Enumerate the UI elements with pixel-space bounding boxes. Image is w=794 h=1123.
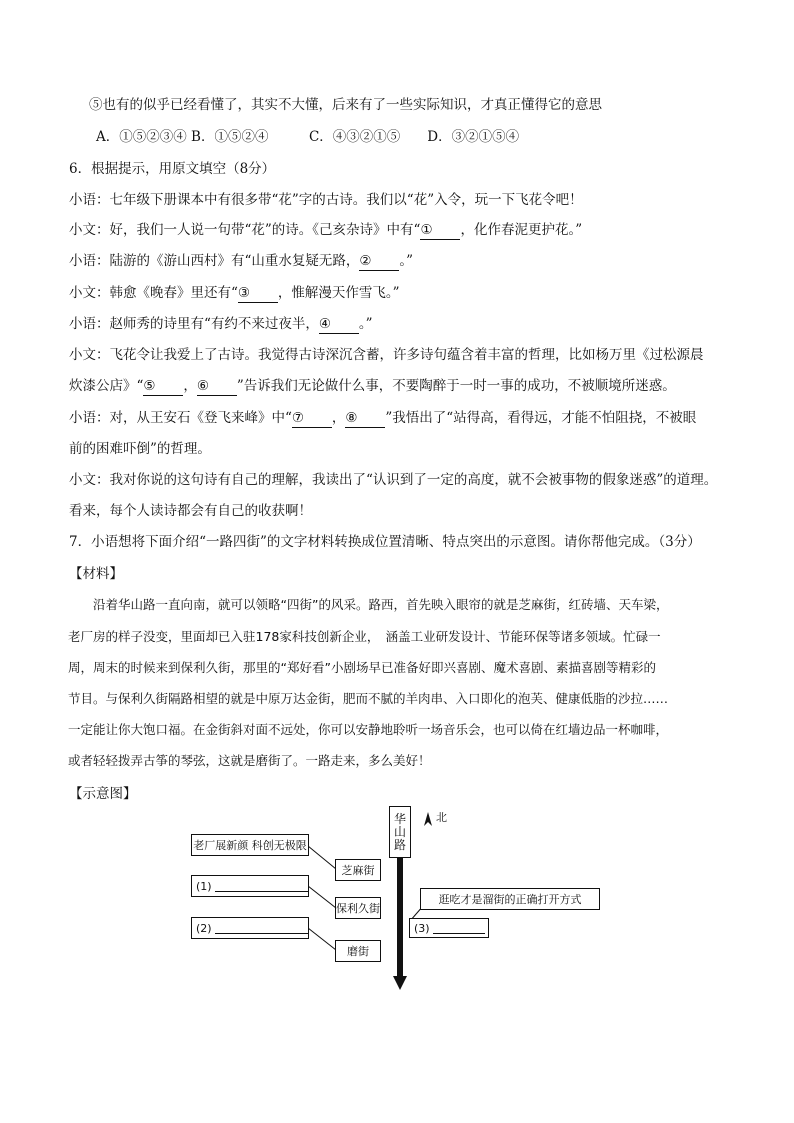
q6-line-8-text-a: 小语：对，从王安石《登飞来峰》中“ [69, 410, 292, 426]
q6-line-5-text-b: 。” [358, 316, 373, 332]
material-header: 【材料】 [69, 566, 123, 582]
diagram-header: 【示意图】 [69, 786, 137, 802]
blank-1-line[interactable] [215, 881, 308, 892]
q6-line-8-text-b: ”我悟出了“站得高，看得远，才能不怕阻挠，不被眼 [385, 410, 697, 426]
blank-3-label: (3) [414, 921, 430, 935]
q6-line-8-comma: ， [331, 410, 346, 426]
box-zhima-street: 芝麻街 [335, 859, 381, 881]
material-line-4: 节目。与保利久街隔路相望的就是中原万达金街，肥而不腻的羊肉串、入口即化的泡芙、健康低脂的沙拉…… [68, 691, 669, 706]
answer-blank-1[interactable]: ① [420, 221, 460, 240]
material-line-5: 一定能让你大饱口福。在金街斜对面不远处，你可以安静地聆听一场音乐会，也可以倚在红墙边品一杯咖啡， [68, 722, 669, 737]
q6-line-4 [69, 284, 400, 303]
q6-line-2-text-b: ，化作春泥更护花。” [460, 222, 583, 238]
q6-line-2-text-a: 小文：好，我们一人说一句带“花”的诗。《己亥杂诗》中有“ [69, 222, 421, 238]
q6-line-10: 小文：我对你说的这句诗有自己的理解，我读出了“认识到了一定的高度，就不会被事物的假象迷惑”的道理。 [69, 472, 718, 488]
answer-blank-6[interactable]: ⑥ [197, 377, 237, 396]
blank-2-line[interactable] [215, 923, 308, 934]
box-right-description: 逛吃才是溜街的正确打开方式 [420, 888, 600, 910]
answer-blank-2[interactable]: ② [359, 252, 399, 271]
answer-blank-7[interactable]: ⑦ [292, 409, 332, 428]
answer-blank-8[interactable]: ⑧ [345, 409, 385, 428]
material-line-1: 沿着华山路一直向南，就可以领略“四街”的风采。路西，首先映入眼帘的就是芝麻街，红砖墙、天车梁， [68, 597, 669, 612]
box-blank-3[interactable] [409, 918, 489, 938]
q6-line-7-text-b: ”告诉我们无论做什么事，不要陶醉于一时一事的成功，不被顺境所迷惑。 [236, 378, 676, 394]
road-shaft [397, 857, 403, 977]
q6-line-3-text-b: 。” [399, 253, 414, 269]
q6-line-3-text-a: 小语：陆游的《游山西村》有“山重水复疑无路， [69, 253, 360, 269]
q6-line-4-text-b: ，惟解漫天作雪飞。” [277, 285, 400, 301]
q6-line-7 [69, 377, 676, 396]
box-blank-2[interactable] [191, 917, 309, 939]
box-blank-1[interactable] [191, 875, 309, 897]
material-line-2: 老厂房的样子没变，里面却已入驻178家科技创新企业， 涵盖工业研发设计、节能环保等诸多领域。忙碌一 [68, 629, 661, 644]
road-label: 华山路 [393, 811, 406, 852]
blank-3-line[interactable] [433, 923, 485, 934]
material-line-6: 或者轻轻拨弄古筝的琴弦，这就是磨街了。一路走来，多么美好！ [68, 753, 431, 768]
q6-line-9: 前的困难吓倒”的哲理。 [69, 441, 211, 457]
q6-line-4-text-a: 小文：韩愈《晚春》里还有“ [69, 285, 238, 301]
q6-line-11: 看来，每个人读诗都会有自己的收获啊！ [69, 503, 312, 519]
connector-blank1-baoli [308, 886, 336, 908]
box-baoli-street: 保利久街 [335, 897, 381, 919]
q6-line-7-text-a: 炊漆公店》“ [69, 378, 144, 394]
material-line-3: 周，周末的时候来到保利久街，那里的“郑好看”小剧场早已准备好即兴喜剧、魔术喜剧、素描喜剧等精彩的 [68, 660, 656, 675]
q6-line-2 [69, 221, 582, 240]
q7-title: 7．小语想将下面介绍“一路四街”的文字材料转换成位置清晰、特点突出的示意图。请你帮他完成。（3分） [69, 534, 701, 550]
q6-title: 6．根据提示，用原文填空（8分） [69, 161, 276, 177]
connector-blank2-mo [308, 928, 336, 950]
box-old-factory: 老厂展新颜 科创无极限 [191, 834, 309, 856]
q6-line-1: 小语：七年级下册课本中有很多带“花”字的古诗。我们以“花”入令，玩一下飞花令吧！ [69, 192, 583, 208]
road-arrow-head [393, 976, 407, 990]
north-arrow-icon [424, 812, 432, 826]
connector-right-blank3 [410, 898, 430, 921]
q6-line-5-text-a: 小语：赵师秀的诗里有“有约不来过夜半， [69, 316, 319, 332]
box-mo-street: 磨街 [335, 940, 381, 962]
q6-line-7-comma: ， [183, 378, 197, 394]
q5-item-5: ⑤也有的似乎已经看懂了，其实不大懂，后来有了一些实际知识，才真正懂得它的意思 [89, 97, 602, 113]
north-label: 北 [436, 811, 447, 824]
answer-blank-5[interactable]: ⑤ [143, 377, 183, 396]
blank-2-label: (2) [196, 921, 212, 935]
q6-line-6: 小文：飞花令让我爱上了古诗。我觉得古诗深沉含蓄，许多诗句蕴含着丰富的哲理，比如杨万里《过松源晨 [69, 347, 704, 363]
q6-line-5 [69, 315, 373, 334]
answer-blank-4[interactable]: ④ [319, 315, 359, 334]
q6-line-8 [69, 409, 696, 428]
road-label-box [389, 806, 411, 858]
q6-line-3 [69, 252, 413, 271]
blank-1-label: (1) [196, 879, 212, 893]
q5-options: A．①⑤②③④ B．①⑤②④ C．④③②①⑤ D．③②①⑤④ [96, 129, 520, 145]
connector-old-zhima [308, 846, 336, 869]
answer-blank-3[interactable]: ③ [238, 284, 278, 303]
